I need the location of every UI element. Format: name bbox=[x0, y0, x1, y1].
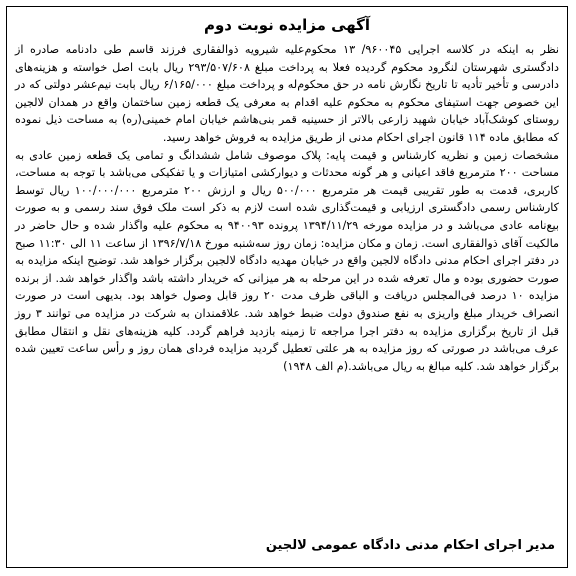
notice-title: آگهی مزایده نوبت دوم bbox=[203, 16, 371, 34]
notice-paragraph-intro: نظر به اینکه در کلاسه اجرایی ۹۶۰۰۴۵/ ۱۳ محکوم‌علیه شیرویه ذوالفقاری فرزند قاسم طی دادنامه صادره از دادگستری شهرستان لنگرود محکوم گردیده فعلا به پرداخت مبلغ ۲۹۳/۵۰۷/۶۰۸ ریال بابت اصل خواسته و هزینه‌های دادرسی و تأخیر تأدیه تا تاریخ نگارش نامه در حق محکوم‌له و پرداخت مبلغ ۶/۱۶۵/۰۰۰ ریال بابت نیم‌عشر دولتی که در این خصوص جهت استیفای محکوم به محکوم علیه اقدام به معرفی یک قطعه زمین ساختمان واقع در همدان لالجین روستای کوشک‌آباد خیابان شهید زارعی بالاتر از حسینیه قمر بنی‌هاشم خیابان امام خمینی(ره) به مساحت ذیل نموده که مطابق ماده ۱۱۴ قانون اجرای احکام مدنی از طریق مزایده به فروش خواهد رسید. bbox=[15, 43, 559, 144]
notice-signature: مدیر اجرای احکام مدنی دادگاه عمومی لالجین bbox=[265, 538, 555, 553]
notice-paragraph-details: مشخصات زمین و نظریه کارشناس و قیمت پایه: پلاک موصوف شامل ششدانگ و تمامی یک قطعه زمین عادی به مساحت ۲۰۰ مترمربع فاقد اعیانی و هر گونه محدثات و دیوارکشی امتیازات و یا تفکیکی می‌باشد با توجه به مساحت، کاربری، قدمت به طور تقریبی قیمت هر مترمربع ۵۰۰/۰۰۰ ریال و ارزش ۲۰۰ مترمربع ۱۰۰/۰۰۰/۰۰۰ ریال توسط کارشناس رسمی دادگستری ارزیابی و قیمت‌گذاری شده است لازم به ذکر است ملک فوق سند رسمی و به صورت بیع‌نامه عادی می‌باشد و در مزایده مورخه ۱۳۹۴/۱۱/۲۹ پرونده ۹۴۰۰۹۳ به محکوم علیه واگذار شده و حال حاضر در مالکیت آقای ذوالفقاری است. زمان و مکان مزایده: زمان روز سه‌شنبه مورخ ۱۳۹۶/۷/۱۸ از ساعت ۱۱ الی ۱۱:۳۰ صبح در دفتر اجرای احکام مدنی دادگاه لالجین واقع در خیابان مهدیه دادگاه لالجین برگزار خواهد شد. توضیح اینکه مزایده به صورت حضوری بوده و مال تعرفه شده در این مرحله به هر میزانی که خریدار داشته باشد واگذار خواهد شد. از برنده مزایده ۱۰ درصد فی‌المجلس دریافت و الباقی ظرف مدت ۲۰ روز قابل وصول خواهد بود. بدیهی است در صورت انصراف خریدار مبلغ واریزی به نفع صندوق دولت ضبط خواهد شد. علاقمندان به شرکت در مزایده می توانند ۳ روز قبل از تاریخ برگزاری مزایده به دفتر اجرا مراجعه تا زمینه بازدید فراهم گردد. کلیه هزینه‌های نقل و انتقال مطابق عرف می‌باشد در صورتی که روز مزایده به هر علتی تعطیل گردید مزایده فردای همان روز و رأس ساعت تعیین شده برگزار خواهد شد. کلیه مبالغ به ریال می‌باشد.(م الف ۱۹۴۸) bbox=[15, 148, 560, 373]
notice-body bbox=[15, 41, 559, 375]
notice-frame bbox=[6, 6, 568, 568]
